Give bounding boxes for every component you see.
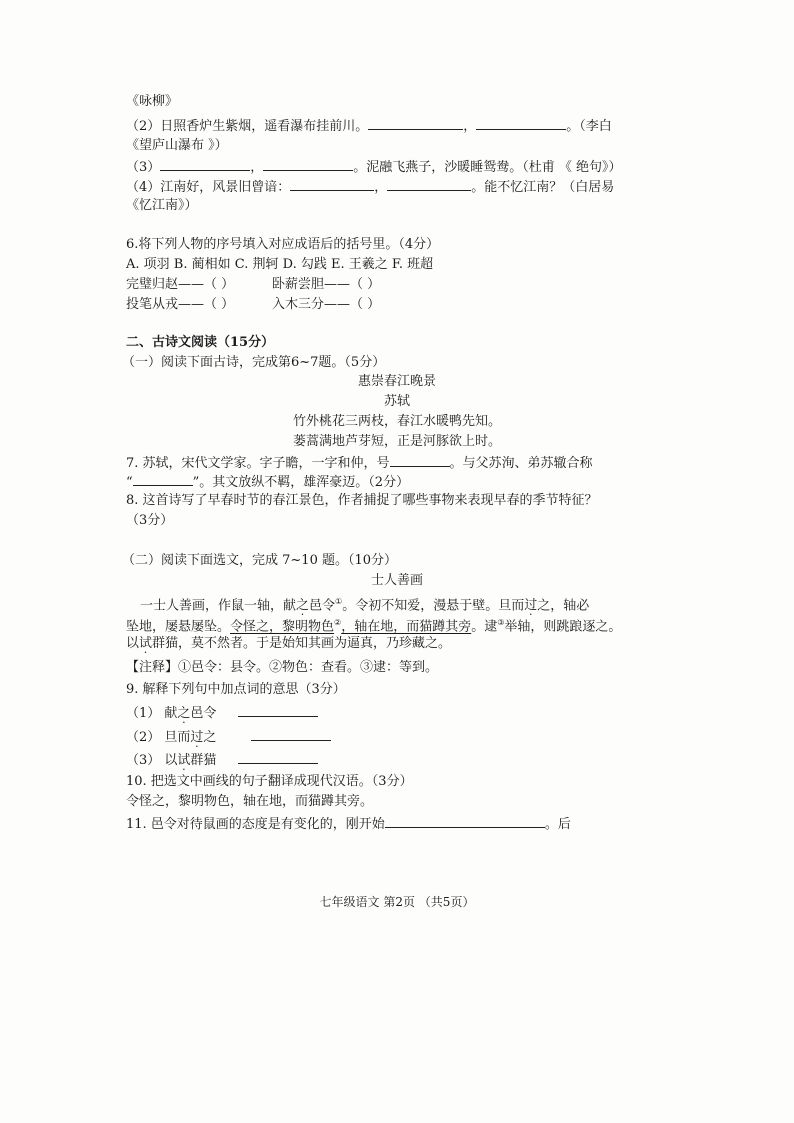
answer-blank[interactable] xyxy=(251,727,331,741)
answer-blank[interactable] xyxy=(368,116,463,130)
question-8-line-1: 8. 这首诗写了早春时节的春江景色，作者捕捉了哪些事物来表现早春的季节特征？ xyxy=(126,493,598,508)
part-2-instruction: （二）阅读下面选文，完成 7~10 题。（10分） xyxy=(122,553,398,568)
answer-blank[interactable] xyxy=(476,116,566,130)
question-9-item-2: （2） 旦而过之 xyxy=(126,727,331,747)
question-10-sentence: 令怪之，黎明物色，轴在地，而猫蹲其旁。 xyxy=(126,794,374,809)
poem-line-3: 《望庐山瀑布 》） xyxy=(126,138,228,153)
poem-line-5: （4）江南好，风景旧曾谙： ， 。能不忆江南？（白居易 xyxy=(126,177,614,197)
question-7-line-1: 7. 苏轼，宋代文学家。字子瞻，一字和仲，号 。与父苏洵、弟苏辙合称 xyxy=(126,453,593,473)
prose-line-2: 坠地，屡悬屡坠。令怪之，黎明物色②，轴在地，而猫蹲其旁。逮③举轴，则跳踉逐之。 xyxy=(126,618,622,635)
question-7-line-2: “ ”。其文放纵不羁，雄浑豪迈。（2分） xyxy=(126,472,409,492)
answer-blank[interactable] xyxy=(160,157,250,171)
answer-blank[interactable] xyxy=(385,814,545,828)
prose-line-1: 一士人善画，作鼠一轴，献之邑令①。令初不知爱，漫悬于壁。旦而过之，轴必 xyxy=(140,597,590,614)
poem-line-4: （3） ， 。泥融飞燕子，沙暖睡鸳鸯。（杜甫 《 绝句》） xyxy=(126,157,622,177)
annotation-note: 【注释】①邑令：县令。②物色：查看。③逮：等到。 xyxy=(126,660,439,675)
poem-line-1: 《咏柳》 xyxy=(126,94,179,109)
question-6-title: 6.将下列人物的序号填入对应成语后的括号里。（4分） xyxy=(126,237,440,252)
section-2-title: 二、古诗文阅读（15分） xyxy=(126,335,275,350)
page-footer: 七年级语文 第2页 （共5页） xyxy=(319,895,475,909)
answer-blank[interactable] xyxy=(387,177,471,191)
question-6-row-2: 投笔从戎——（ ） 入木三分——（ ） xyxy=(126,297,381,312)
prose-title: 士人善画 xyxy=(370,573,423,588)
question-9-item-1: （1） 献之邑令 xyxy=(126,703,318,723)
question-6-options: A. 项羽 B. 蔺相如 C. 荆轲 D. 勾践 E. 王羲之 F. 班超 xyxy=(126,257,434,272)
answer-blank[interactable] xyxy=(238,703,318,717)
poem-verse-1: 竹外桃花三两枝，春江水暖鸭先知。 xyxy=(292,414,501,429)
question-9-item-3: （3） 以试群猫 xyxy=(126,750,318,770)
answer-blank[interactable] xyxy=(263,157,353,171)
answer-blank[interactable] xyxy=(390,453,450,467)
answer-blank[interactable] xyxy=(238,750,318,764)
prose-line-3: 以试群猫，莫不然者。于是始知其画为逼真，乃珍藏之。 xyxy=(126,636,452,651)
answer-blank[interactable] xyxy=(290,177,374,191)
part-1-instruction: （一）阅读下面古诗，完成第6~7题。（5分） xyxy=(122,355,386,370)
poem-line-2: （2）日照香炉生紫烟，遥看瀑布挂前川。 ， 。（李白 xyxy=(126,116,612,136)
poem-line-6: 《忆江南》） xyxy=(126,198,198,213)
question-11: 11. 邑令对待鼠画的态度是有变化的，刚开始 。后 xyxy=(126,814,571,834)
poem-verse-2: 蒌蒿满地芦芽短，正是河豚欲上时。 xyxy=(292,434,501,449)
poem-author: 苏轼 xyxy=(383,394,410,409)
question-8-line-2: （3分） xyxy=(126,513,174,528)
question-6-row-1: 完璧归赵——（ ） 卧薪尝胆——（ ） xyxy=(126,277,381,292)
question-10-title: 10. 把选文中画线的句子翻译成现代汉语。（3分） xyxy=(126,774,413,789)
question-9-title: 9. 解释下列句中加点词的意思（3分） xyxy=(126,682,346,697)
poem-title: 惠崇春江晚景 xyxy=(357,374,436,389)
answer-blank[interactable] xyxy=(133,472,193,486)
